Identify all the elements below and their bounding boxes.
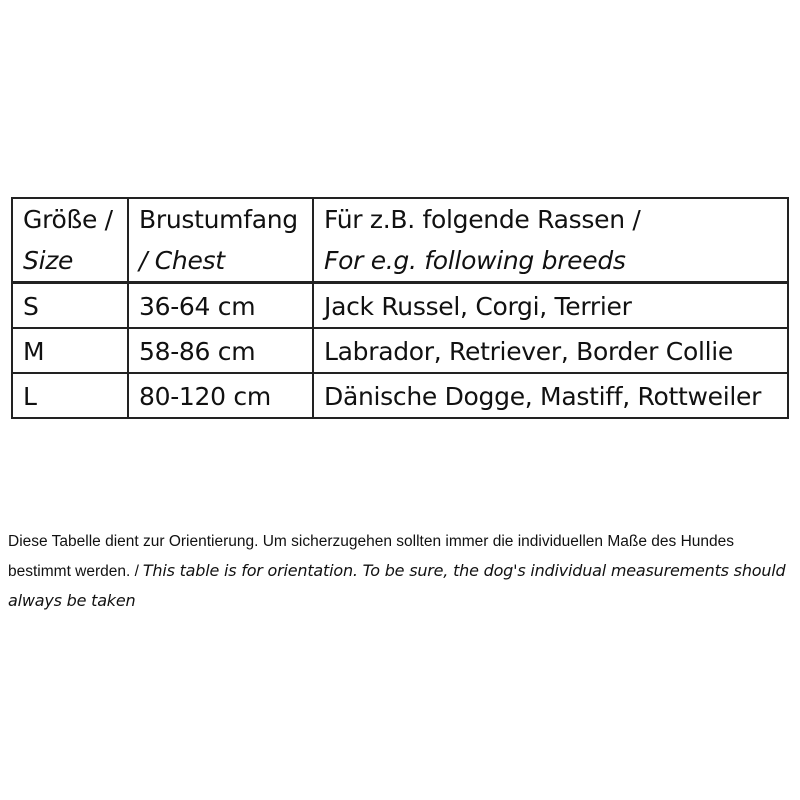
header-size-de: Größe / bbox=[23, 205, 113, 234]
header-chest bbox=[128, 198, 313, 283]
header-breeds-de: Für z.B. folgende Rassen / bbox=[324, 205, 641, 234]
cell-chest: 80-120 cm bbox=[128, 373, 313, 418]
cell-breeds: Dänische Dogge, Mastiff, Rottweiler bbox=[313, 373, 788, 418]
cell-chest: 36-64 cm bbox=[128, 283, 313, 329]
header-chest-en: / Chest bbox=[139, 246, 225, 275]
orientation-note bbox=[8, 527, 798, 616]
header-breeds-en: For e.g. following breeds bbox=[324, 246, 626, 275]
cell-size: L bbox=[12, 373, 128, 418]
header-breeds bbox=[313, 198, 788, 283]
header-size-en: Size bbox=[23, 246, 74, 275]
cell-breeds: Labrador, Retriever, Border Collie bbox=[313, 328, 788, 373]
table-row-s bbox=[12, 283, 788, 329]
table-row-m bbox=[12, 328, 788, 373]
note-english: This table is for orientation. To be sure, the dog's individual measurements should always be taken bbox=[8, 560, 786, 610]
table-row-l bbox=[12, 373, 788, 418]
header-chest-de: Brustumfang bbox=[139, 205, 298, 234]
cell-chest: 58-86 cm bbox=[128, 328, 313, 373]
cell-breeds: Jack Russel, Corgi, Terrier bbox=[313, 283, 788, 329]
note-german: Diese Tabelle dient zur Orientierung. Um sicherzugehen sollten immer die individuellen Maße des Hundes bestimmt werden. / bbox=[8, 532, 735, 580]
size-chart-table bbox=[11, 197, 789, 419]
cell-size: S bbox=[12, 283, 128, 329]
header-size bbox=[12, 198, 128, 283]
cell-size: M bbox=[12, 328, 128, 373]
table-header-row bbox=[12, 198, 788, 283]
